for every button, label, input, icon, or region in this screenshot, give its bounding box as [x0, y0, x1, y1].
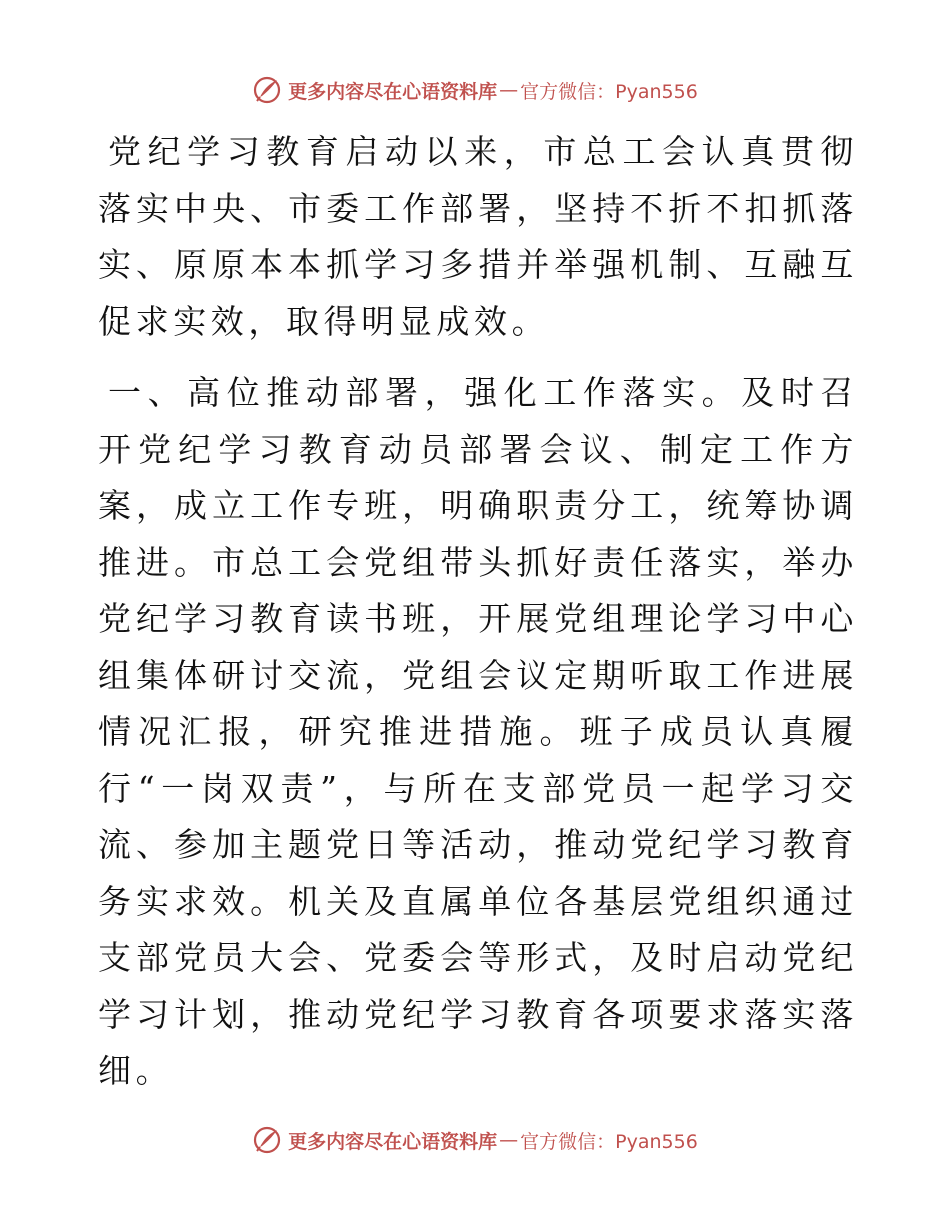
footer-banner-separator: —	[499, 1129, 519, 1151]
header-banner-contact: 官方微信：Pyan556	[520, 80, 698, 103]
paragraph-intro: 党纪学习教育启动以来，市总工会认真贯彻落实中央、市委工作部署，坚持不折不扣抓落实、原原本本抓学习多措并举强机制、互融互促求实效，取得明显成效。	[98, 132, 858, 341]
header-banner-separator: —	[499, 79, 519, 101]
footer-banner-contact: 官方微信：Pyan556	[520, 1130, 698, 1153]
feather-pen-logo-icon	[252, 1125, 282, 1155]
header-banner-text: 更多内容尽在心语资料库	[288, 80, 498, 103]
paragraph-section-one: 一、高位推动部署，强化工作落实。及时召开党纪学习教育动员部署会议、制定工作方案，成立工作专班，明确职责分工，统筹协调推进。市总工会党组带头抓好责任落实，举办党纪学习教育读书班，开展党组理论学习中心组集体研讨交流，党组会议定期听取工作进展情况汇报，研究推进措施。班子成员认真履行“一岗双责”，与所在支部党员一起学习交流、参加主题党日等活动，推动党纪学习教育务实求效。机关及直属单位各基层党组织通过支部党员大会、党委会等形式，及时启动党纪学习计划，推动党纪学习教育各项要求落实落细。	[98, 373, 858, 1090]
document-body	[98, 124, 858, 1100]
footer-watermark-banner	[0, 1120, 950, 1160]
header-watermark-banner	[0, 70, 950, 110]
feather-pen-logo-icon	[252, 75, 282, 105]
footer-banner-text: 更多内容尽在心语资料库	[288, 1130, 498, 1153]
